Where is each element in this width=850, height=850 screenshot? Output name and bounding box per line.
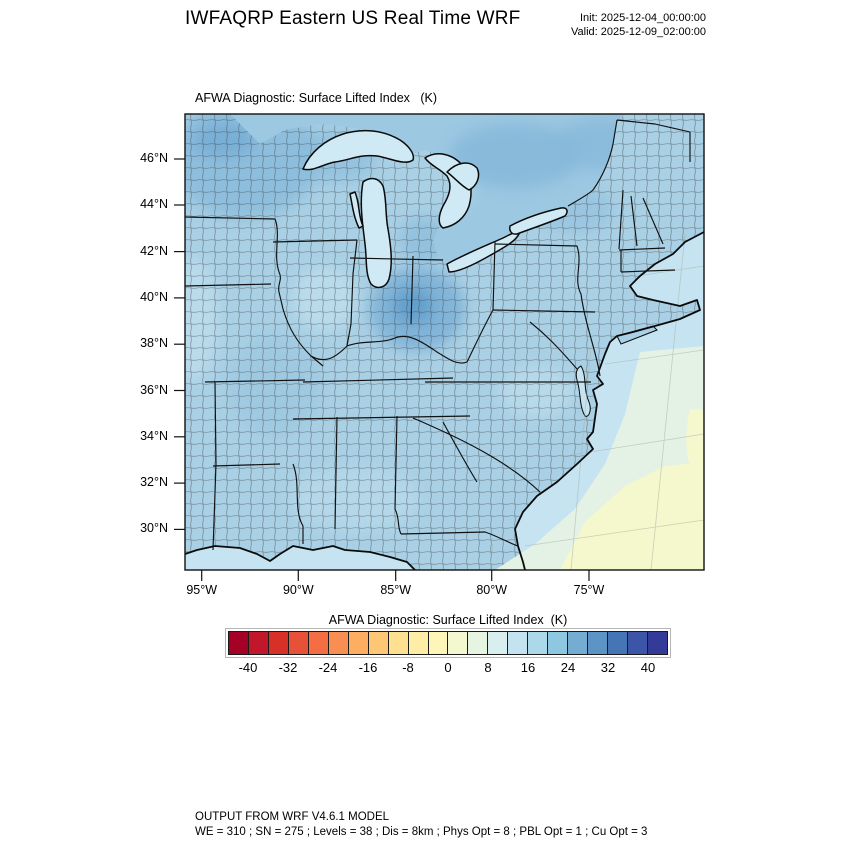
- colorbar-tick-label: -16: [358, 660, 378, 675]
- colorbar-cell: [647, 631, 668, 655]
- colorbar-cell: [587, 631, 608, 655]
- colorbar-cell: [627, 631, 648, 655]
- model-config-footer: [195, 810, 647, 839]
- colorbar-cell: [467, 631, 488, 655]
- footer-line1: OUTPUT FROM WRF V4.6.1 MODEL: [195, 811, 390, 823]
- colorbar-cell: [607, 631, 628, 655]
- lat-tick-label: 38°N: [140, 336, 168, 351]
- init-time-label: Init: 2025-12-04_00:00:00: [580, 12, 706, 24]
- colorbar-tick-label: -8: [402, 660, 414, 675]
- lat-tick-label: 44°N: [140, 197, 168, 211]
- colorbar-cell: [567, 631, 588, 655]
- lat-tick-label: 32°N: [140, 475, 168, 490]
- colorbar-tick-label: -32: [278, 660, 298, 675]
- colorbar-title: AFWA Diagnostic: Surface Lifted Index (K): [328, 613, 568, 627]
- colorbar-cell: [368, 631, 389, 655]
- colorbar-cell: [527, 631, 548, 655]
- lat-tick-label: 30°N: [140, 521, 168, 536]
- colorbar-cell: [408, 631, 429, 655]
- footer-line2: WE = 310 ; SN = 275 ; Levels = 38 ; Dis = 8km ; Phys Opt = 8 ; PBL Opt = 1 ; Cu Opt = 3: [195, 825, 648, 838]
- colorbar-cell: [228, 631, 249, 655]
- lon-tick-label: 85°W: [380, 583, 412, 597]
- colorbar-cell: [547, 631, 568, 655]
- colorbar-tick-label: 8: [484, 660, 492, 675]
- lon-tick-label: 95°W: [186, 583, 218, 597]
- colorbar-cell: [388, 631, 409, 655]
- colorbar-cell: [308, 631, 329, 655]
- colorbar-tick-label: 0: [444, 660, 452, 675]
- lon-tick-label: 80°W: [476, 583, 508, 597]
- colorbar-tick-label: -24: [318, 660, 338, 675]
- colorbar-tick-label: 24: [560, 660, 576, 675]
- map-canvas: [170, 109, 719, 585]
- longitude-axis: [185, 581, 725, 601]
- valid-time-label: Valid: 2025-12-09_02:00:00: [571, 26, 706, 38]
- page-title: IWFAQRP Eastern US Real Time WRF: [185, 8, 521, 29]
- lon-tick-label: 90°W: [282, 583, 314, 597]
- lat-tick-label: 46°N: [140, 151, 168, 165]
- colorbar-tick-label: -40: [238, 660, 258, 675]
- latitude-axis: [108, 109, 168, 585]
- lat-tick-label: 34°N: [140, 428, 168, 443]
- lat-tick-label: 42°N: [140, 243, 168, 258]
- colorbar: [228, 631, 668, 655]
- model-run-times: [500, 11, 706, 39]
- lon-tick-label: 75°W: [573, 583, 605, 597]
- colorbar-cell: [428, 631, 449, 655]
- colorbar-tick-labels: [228, 660, 668, 678]
- map-title: AFWA Diagnostic: Surface Lifted Index (K): [195, 91, 437, 105]
- colorbar-tick-label: 32: [600, 660, 616, 675]
- colorbar-cell: [268, 631, 289, 655]
- lat-tick-label: 36°N: [140, 382, 168, 397]
- colorbar-tick-label: 16: [520, 660, 536, 675]
- colorbar-cell: [447, 631, 468, 655]
- colorbar-cell: [507, 631, 528, 655]
- colorbar-cell: [248, 631, 269, 655]
- lifted-index-map: [170, 109, 719, 585]
- lat-tick-label: 40°N: [140, 289, 168, 304]
- colorbar-cell: [487, 631, 508, 655]
- colorbar-cell: [288, 631, 309, 655]
- colorbar-tick-label: 40: [640, 660, 656, 675]
- colorbar-cell: [348, 631, 369, 655]
- colorbar-cell: [328, 631, 349, 655]
